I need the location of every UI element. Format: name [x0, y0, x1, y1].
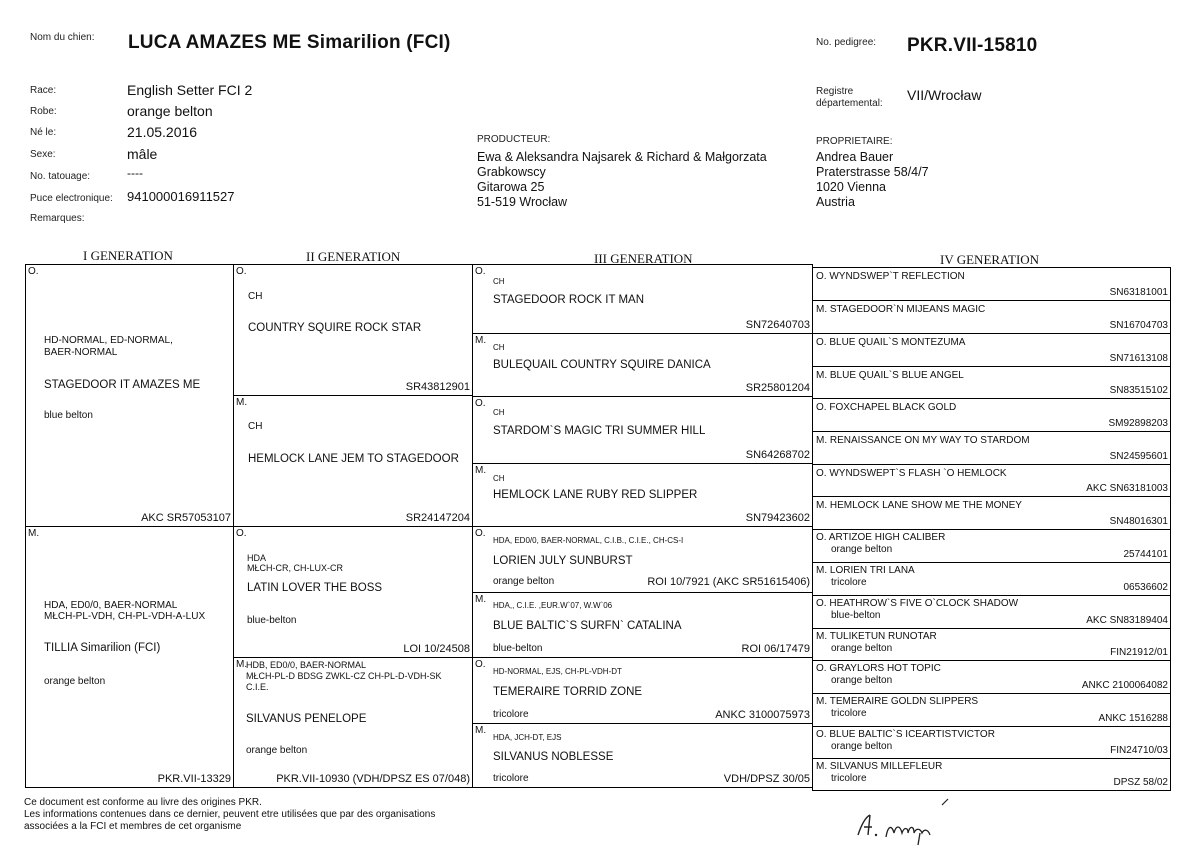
- producer-block: [477, 150, 807, 210]
- registration-no: SN79423602: [745, 512, 810, 524]
- registry-label-2: départemental:: [816, 98, 883, 109]
- dog-name: TEMERAIRE TORRID ZONE: [493, 686, 643, 698]
- registration-no: SR43812901: [405, 381, 470, 393]
- pedigree-no-label: No. pedigree:: [816, 37, 877, 48]
- dog-name-label: Nom du chien:: [30, 32, 95, 43]
- gen3-cell: [472, 396, 813, 464]
- sex-prefix: M.: [236, 659, 248, 670]
- footer-notice: [24, 797, 435, 833]
- titles: CH: [493, 277, 505, 286]
- dog-name: M. TULIKETUN RUNOTAR: [816, 631, 937, 642]
- registration-no: AKC SR57053107: [141, 512, 231, 524]
- registry-value: VII/Wrocław: [907, 87, 982, 103]
- sex-prefix: O.: [475, 659, 486, 670]
- footer-line: Ce document est conforme au livre des origines PKR.: [24, 797, 262, 808]
- gen4-cell: [812, 693, 1171, 727]
- coat-color: orange belton: [44, 676, 106, 687]
- dog-name: O. HEATHROW`S FIVE O`CLOCK SHADOW: [816, 598, 1019, 609]
- registration-no: SR24147204: [405, 512, 470, 524]
- gen4-cell: [812, 267, 1171, 301]
- dog-name: TILLIA Simarilion (FCI): [44, 642, 161, 654]
- gen4-cell: [812, 628, 1171, 661]
- sex-prefix: O.: [475, 528, 486, 539]
- registration-no: ANKC 1516288: [1098, 713, 1168, 724]
- gen1-sire-cell: [25, 264, 234, 527]
- registration-no: 25744101: [1123, 549, 1168, 560]
- registration-no: PKR.VII-13329: [157, 773, 231, 785]
- remarks-label: Remarques:: [30, 213, 85, 224]
- titles: CH: [248, 291, 263, 302]
- gen4-cell: [812, 562, 1171, 596]
- registration-no: SN63181001: [1109, 287, 1168, 298]
- gen3-cell: [472, 264, 813, 334]
- chip-label: Puce electronique:: [30, 193, 113, 204]
- registration-no: AKC SN83189404: [1086, 615, 1168, 626]
- producer-line: Gitarowa 25: [477, 180, 545, 194]
- producer-line: Ewa & Aleksandra Najsarek & Richard & Małgorzata: [477, 150, 767, 164]
- gen4-cell: [812, 300, 1171, 334]
- registration-no: VDH/DPSZ 30/05: [723, 773, 810, 785]
- coat-color: orange belton: [831, 741, 893, 752]
- gen4-cell: [812, 431, 1171, 465]
- chip-value: 941000016911527: [127, 189, 235, 204]
- titles: C.I.E.: [246, 682, 269, 692]
- registration-no: SN64268702: [745, 449, 810, 461]
- generation-header-2: II GENERATION: [306, 249, 401, 264]
- titles: HDA: [247, 553, 267, 563]
- titles: HD-NORMAL, EJS, CH-PL-VDH-DT: [493, 667, 622, 676]
- gen3-cell: [472, 592, 813, 658]
- generation-header-1: I GENERATION: [83, 248, 173, 263]
- titles: HDA, JCH-DT, EJS: [493, 733, 562, 742]
- sex-prefix: O.: [475, 398, 486, 409]
- gen2-cell: [233, 657, 473, 788]
- registration-no: SN83515102: [1109, 385, 1168, 396]
- registration-no: SN71613108: [1109, 353, 1168, 364]
- gen3-cell: [472, 333, 813, 397]
- owner-line: Andrea Bauer: [816, 150, 894, 164]
- generation-header-3: III GENERATION: [594, 251, 693, 266]
- race-value: English Setter FCI 2: [127, 82, 253, 98]
- registration-no: ROI 06/17479: [741, 643, 810, 655]
- gen2-cell: [233, 395, 473, 527]
- coat-color: tricolore: [831, 773, 867, 784]
- owner-line: 1020 Vienna: [816, 180, 886, 194]
- registration-no: SN24595601: [1109, 451, 1168, 462]
- dog-name: STAGEDOOR ROCK IT MAN: [493, 294, 645, 306]
- titles: CH: [493, 408, 505, 417]
- robe-value: orange belton: [127, 103, 213, 119]
- coat-color: blue-belton: [247, 615, 297, 626]
- gen4-cell: [812, 366, 1171, 399]
- registration-no: ROI 10/7921 (AKC SR51615406): [647, 576, 810, 588]
- registration-no: ANKC 2100064082: [1081, 680, 1168, 691]
- registration-no: AKC SN63181003: [1086, 483, 1168, 494]
- registration-no: SR25801204: [745, 382, 810, 394]
- gen4-cell: [812, 726, 1171, 759]
- registration-no: SN16704703: [1109, 320, 1168, 331]
- registration-no: FIN21912/01: [1110, 647, 1168, 658]
- sex-prefix: M.: [236, 397, 248, 408]
- gen3-cell: [472, 463, 813, 527]
- health-results: HD-NORMAL, ED-NORMAL,: [44, 335, 173, 346]
- coat-color: tricolore: [831, 708, 867, 719]
- dog-name: M. HEMLOCK LANE SHOW ME THE MONEY: [816, 500, 1022, 511]
- dog-name: HEMLOCK LANE RUBY RED SLIPPER: [493, 489, 698, 501]
- gen4-cell: [812, 464, 1171, 497]
- producer-line: 51-519 Wrocław: [477, 195, 568, 209]
- registration-no: ANKC 3100075973: [715, 709, 810, 721]
- pedigree-no: PKR.VII-15810: [907, 35, 1038, 56]
- dog-name: LATIN LOVER THE BOSS: [247, 582, 383, 594]
- registration-no: LOI 10/24508: [403, 643, 470, 655]
- health-results: BAER-NORMAL: [44, 347, 118, 358]
- dog-name: M. BLUE QUAIL`S BLUE ANGEL: [816, 370, 964, 381]
- dog-name: M. SILVANUS MILLEFLEUR: [816, 761, 943, 772]
- sex-prefix: M.: [475, 335, 487, 346]
- generation-header-4: IV GENERATION: [940, 252, 1040, 267]
- gen4-cell: [812, 529, 1171, 563]
- coat-color: tricolore: [493, 773, 529, 784]
- owner-label: PROPRIETAIRE:: [816, 136, 893, 147]
- footer-line: associées a la FCI et membres de cet organisme: [24, 821, 242, 832]
- dog-name: BLUE BALTIC`S SURFN` CATALINA: [493, 620, 682, 632]
- signature-icon: [850, 795, 960, 847]
- titles: HDA, ED0/0, BAER-NORMAL, C.I.B., C.I.E., CH-CS-I: [493, 536, 684, 545]
- gen1-dam-cell: [25, 526, 234, 788]
- dog-name: HEMLOCK LANE JEM TO STAGEDOOR: [248, 453, 459, 465]
- coat-color: orange belton: [493, 576, 555, 587]
- owner-line: Austria: [816, 195, 855, 209]
- titles: CH: [493, 474, 505, 483]
- sex-prefix: M.: [475, 465, 487, 476]
- tattoo-label: No. tatouage:: [30, 171, 91, 182]
- dog-name: M. LORIEN TRI LANA: [816, 565, 915, 576]
- coat-color: blue-belton: [831, 610, 881, 621]
- health-results: HDA, ED0/0, BAER-NORMAL: [44, 600, 178, 611]
- dog-name: M. STAGEDOOR`N MIJEANS MAGIC: [816, 304, 986, 315]
- gen2-cell: [233, 264, 473, 396]
- titles: CH: [493, 343, 505, 352]
- dog-name: O. FOXCHAPEL BLACK GOLD: [816, 402, 957, 413]
- dog-name: O. WYNDSWEPT`S FLASH `O HEMLOCK: [816, 468, 1007, 479]
- dog-name: O. BLUE BALTIC`S ICEARTISTVICTOR: [816, 729, 995, 740]
- born-value: 21.05.2016: [127, 124, 198, 140]
- dog-name: SILVANUS NOBLESSE: [493, 751, 614, 763]
- sex-prefix: O.: [475, 266, 486, 277]
- sex-value: mâle: [127, 146, 158, 162]
- born-label: Né le:: [30, 127, 57, 138]
- coat-color: tricolore: [831, 577, 867, 588]
- gen3-cell: [472, 526, 813, 593]
- registration-no: FIN24710/03: [1110, 745, 1168, 756]
- producer-line: Grabkowscy: [477, 165, 546, 179]
- titles: MŁCH-CR, CH-LUX-CR: [247, 563, 343, 573]
- gen4-cell: [812, 595, 1171, 629]
- sex-prefix: O.: [236, 266, 247, 277]
- sex-prefix: O.: [28, 266, 39, 277]
- gen3-cell: [472, 657, 813, 724]
- coat-color: orange belton: [831, 643, 893, 654]
- gen4-cell: [812, 660, 1171, 694]
- dog-name: O. WYNDSWEP`T REFLECTION: [816, 271, 965, 282]
- dog-name: STAGEDOOR IT AMAZES ME: [44, 379, 201, 391]
- registry-label-1: Registre: [816, 86, 854, 97]
- gen3-cell: [472, 723, 813, 788]
- sex-prefix: M.: [475, 594, 487, 605]
- titles: MŁCH-PL-D BDSG ZWKL-CZ CH-PL-D-VDH-SK: [246, 671, 442, 681]
- coat-color: tricolore: [493, 709, 529, 720]
- gen4-cell: [812, 333, 1171, 367]
- dog-name: M. TEMERAIRE GOLDN SLIPPERS: [816, 696, 979, 707]
- registration-no: PKR.VII-10930 (VDH/DPSZ ES 07/048): [276, 773, 470, 785]
- producer-label: PRODUCTEUR:: [477, 134, 551, 145]
- titles: MŁCH-PL-VDH, CH-PL-VDH-A-LUX: [44, 611, 206, 622]
- dog-name: O. ARTIZOE HIGH CALIBER: [816, 532, 946, 543]
- dog-name: LUCA AMAZES ME Simarilion (FCI): [128, 32, 451, 53]
- dog-name: M. RENAISSANCE ON MY WAY TO STARDOM: [816, 435, 1030, 446]
- robe-label: Robe:: [30, 106, 57, 117]
- dog-name: LORIEN JULY SUNBURST: [493, 555, 633, 567]
- registration-no: DPSZ 58/02: [1113, 777, 1168, 788]
- dog-name: COUNTRY SQUIRE ROCK STAR: [248, 322, 422, 334]
- dog-name: STARDOM`S MAGIC TRI SUMMER HILL: [493, 425, 706, 437]
- coat-color: blue-belton: [493, 643, 543, 654]
- race-label: Race:: [30, 85, 57, 96]
- gen2-cell: [233, 526, 473, 658]
- tattoo-value: ----: [127, 166, 143, 180]
- registration-no: SM92898203: [1108, 418, 1168, 429]
- coat-color: blue belton: [44, 410, 93, 421]
- sex-label: Sexe:: [30, 149, 56, 160]
- coat-color: orange belton: [831, 675, 893, 686]
- footer-line: Les informations contenues dans ce dernier, peuvent etre utilisées que par des organisations: [24, 809, 436, 820]
- owner-line: Praterstrasse 58/4/7: [816, 165, 929, 179]
- gen4-cell: [812, 758, 1171, 791]
- sex-prefix: O.: [236, 528, 247, 539]
- registration-no: 06536602: [1123, 582, 1168, 593]
- owner-block: [816, 150, 1116, 210]
- dog-name: SILVANUS PENELOPE: [246, 713, 367, 725]
- dog-name: BULEQUAIL COUNTRY SQUIRE DANICA: [493, 359, 711, 371]
- gen4-cell: [812, 496, 1171, 530]
- titles: HDB, ED0/0, BAER-NORMAL: [246, 660, 367, 670]
- registration-no: SN72640703: [745, 319, 810, 331]
- gen4-cell: [812, 398, 1171, 432]
- sex-prefix: M.: [475, 725, 487, 736]
- coat-color: orange belton: [246, 745, 308, 756]
- dog-name: O. GRAYLORS HOT TOPIC: [816, 663, 941, 674]
- registration-no: SN48016301: [1109, 516, 1168, 527]
- coat-color: orange belton: [831, 544, 893, 555]
- sex-prefix: M.: [28, 528, 40, 539]
- titles: HDA,, C.I.E. ,EUR.W`07, W.W`06: [493, 601, 613, 610]
- titles: CH: [248, 421, 263, 432]
- dog-name: O. BLUE QUAIL`S MONTEZUMA: [816, 337, 966, 348]
